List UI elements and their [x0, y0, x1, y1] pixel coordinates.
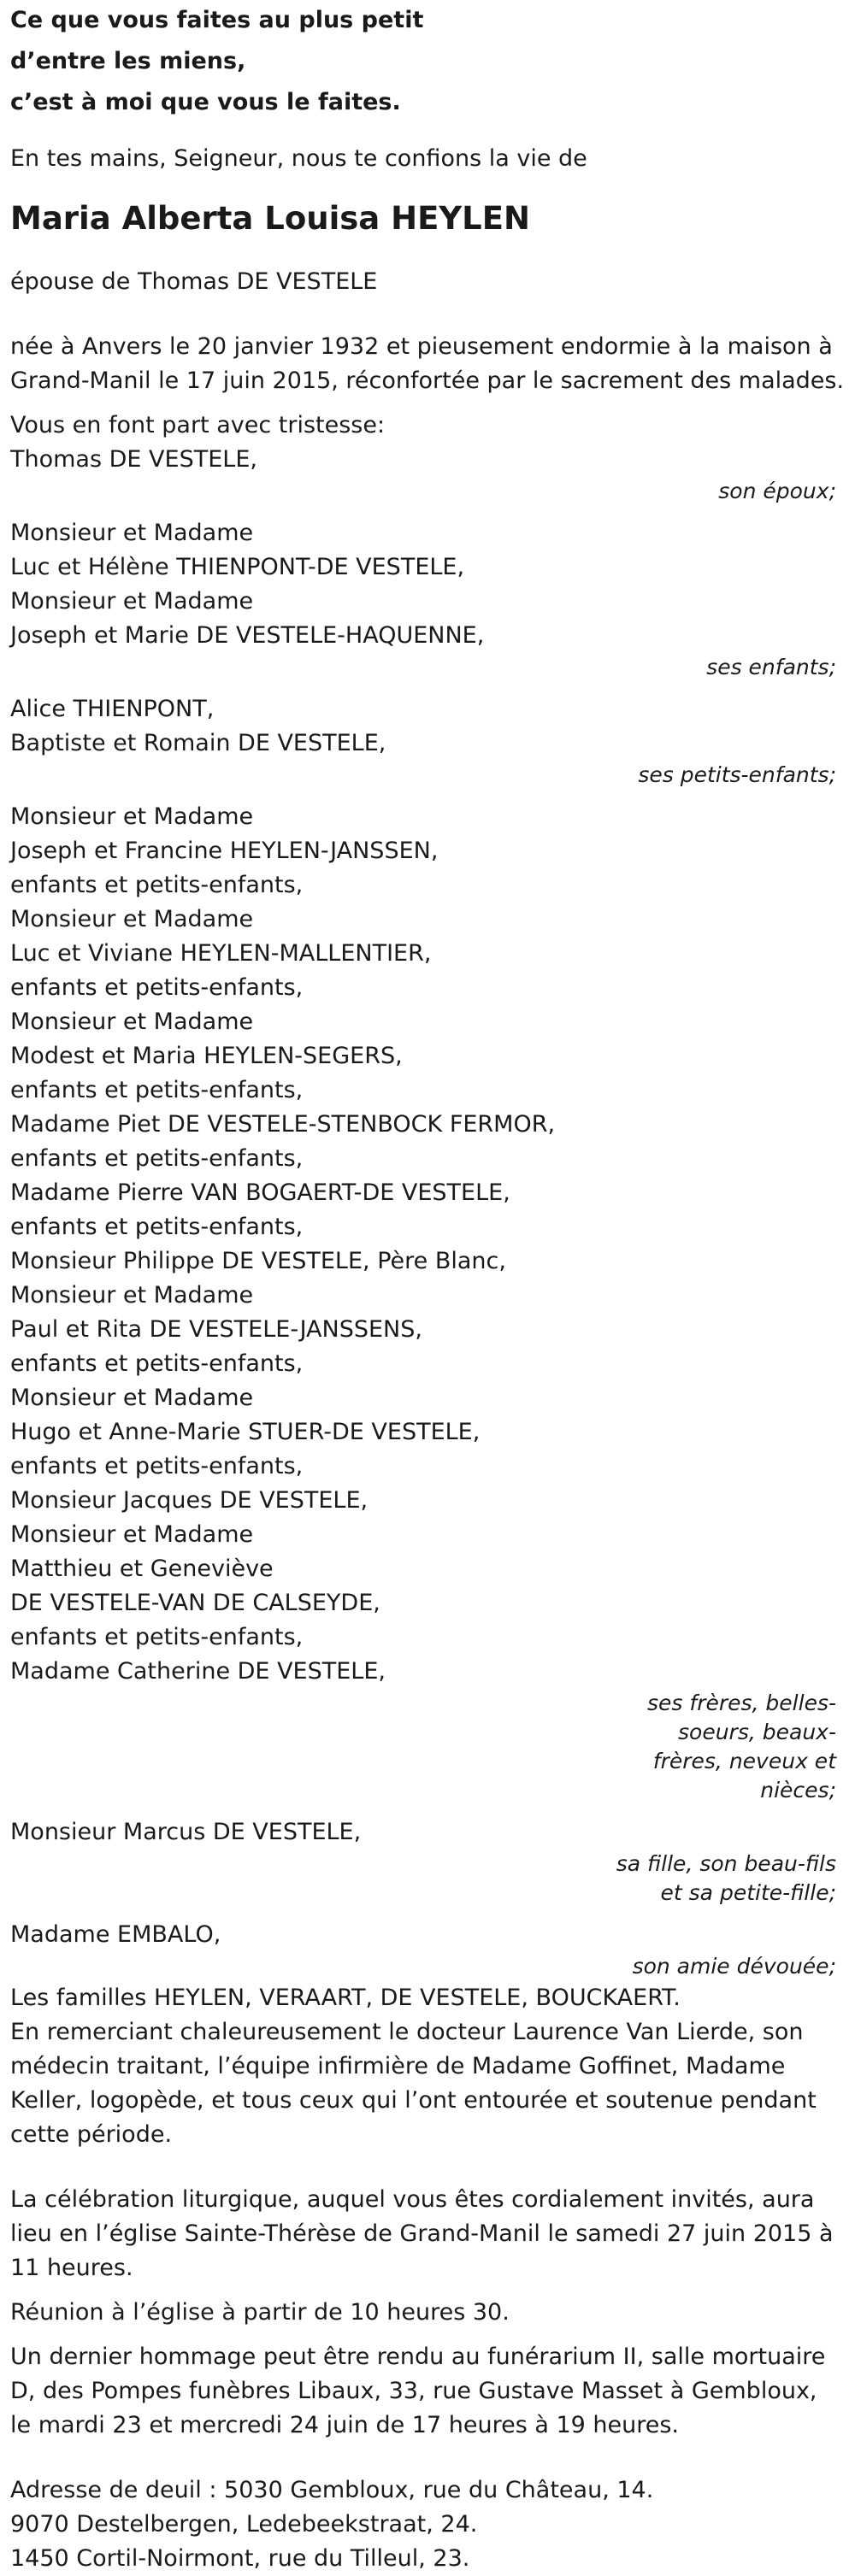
quote-line: c’est à moi que vous le faites.	[10, 89, 401, 115]
family-line: Matthieu et Geneviève	[10, 1556, 274, 1582]
family-line: Hugo et Anne-Marie STUER-DE VESTELE,	[10, 1419, 481, 1445]
family-line: Luc et Hélène THIENPONT-DE VESTELE,	[10, 554, 465, 580]
family-line: Monsieur et Madame	[10, 1282, 254, 1309]
relation-label	[10, 1850, 845, 1908]
celebration-text: La célébration liturgique, auquel vous êtes cordialement invités, aura lieu en l’église Sainte-Thérèse de Grand-Manil le samedi 27 juin 2015 à 11 heures.	[10, 2186, 834, 2281]
family-line: Thomas DE VESTELE,	[10, 446, 257, 473]
family-line: enfants et petits-enfants,	[10, 1214, 304, 1240]
family-line: Madame Piet DE VESTELE-STENBOCK FERMOR,	[10, 1111, 556, 1138]
meeting-text: Réunion à l’église à partir de 10 heures 30.	[10, 2299, 510, 2326]
family-line: Monsieur et Madame	[10, 803, 254, 830]
family-line: Monsieur et Madame	[10, 1521, 254, 1548]
relation-label: ses petits-enfants;	[638, 762, 836, 787]
family-line: enfants et petits-enfants,	[10, 1350, 304, 1377]
family-group-spouse	[10, 443, 845, 506]
family-line: enfants et petits-enfants,	[10, 1453, 304, 1479]
quote-line: d’entre les miens,	[10, 48, 246, 74]
family-line: DE VESTELE-VAN DE CALSEYDE,	[10, 1590, 380, 1616]
family-line: Madame EMBALO,	[10, 1921, 221, 1948]
quote-line: Ce que vous faites au plus petit	[10, 7, 424, 33]
family-line: Monsieur et Madame	[10, 1385, 254, 1411]
family-line: Baptiste et Romain DE VESTELE,	[10, 730, 386, 756]
mourning-addresses	[10, 2473, 845, 2576]
intro-text: En tes mains, Seigneur, nous te confions la vie de	[10, 145, 587, 172]
family-line: Monsieur et Madame	[10, 1009, 254, 1035]
family-line: enfants et petits-enfants,	[10, 1624, 304, 1650]
family-group-grandchildren	[10, 692, 845, 790]
tribute-text: Un dernier hommage peut être rendu au funérarium II, salle mortuaire D, des Pompes funèbres Libaux, 33, rue Gustave Masset à Gembloux, le mardi 23 et mercredi 24 juin de 17 heures à 19 heures.	[10, 2344, 826, 2438]
family-line: Monsieur Marcus DE VESTELE,	[10, 1819, 362, 1845]
family-line: Monsieur Jacques DE VESTELE,	[10, 1487, 369, 1514]
address-line: 1450 Cortil-Noirmont, rue du Tilleul, 23.	[10, 2545, 470, 2572]
families-text: Les familles HEYLEN, VERAART, DE VESTELE, BOUCKAERT.	[10, 1985, 681, 2011]
relation-label	[10, 1689, 845, 1805]
birth-death-text: née à Anvers le 20 janvier 1932 et pieusement endormie à la maison à Grand-Manil le 17 juin 2015, réconfortée par le sacrement des malades.	[10, 333, 845, 394]
family-line: Monsieur et Madame	[10, 906, 254, 932]
family-group-children	[10, 516, 845, 682]
family-line: Paul et Rita DE VESTELE-JANSSENS,	[10, 1316, 422, 1343]
family-line: Joseph et Marie DE VESTELE-HAQUENNE,	[10, 622, 485, 649]
relation-label-text: sa fille, son beau-fils et sa petite-fille;	[616, 1851, 836, 1905]
address-line: 9070 Destelbergen, Ledebeekstraat, 24.	[10, 2511, 478, 2538]
family-line: Alice THIENPONT,	[10, 696, 215, 722]
family-group-siblings	[10, 800, 845, 1805]
relation-label: son amie dévouée;	[632, 1954, 836, 1979]
announce-text: Vous en font part avec tristesse:	[10, 412, 386, 438]
family-line: Monsieur Philippe DE VESTELE, Père Blanc,	[10, 1248, 506, 1274]
siblings-lines	[10, 800, 845, 1689]
relation-label: son époux;	[718, 479, 836, 503]
family-line: Joseph et Francine HEYLEN-JANSSEN,	[10, 838, 439, 864]
relation-label-text: ses frères, belles-soeurs, beaux-frères, neveux et nièces;	[647, 1691, 836, 1803]
family-line: Monsieur et Madame	[10, 588, 254, 615]
relation-label: ses enfants;	[706, 655, 836, 679]
family-line: Luc et Viviane HEYLEN-MALLENTIER,	[10, 940, 432, 967]
family-line: Modest et Maria HEYLEN-SEGERS,	[10, 1043, 403, 1069]
family-group-friend	[10, 1918, 845, 1981]
family-line: Madame Pierre VAN BOGAERT-DE VESTELE,	[10, 1179, 510, 1206]
spouse-text: épouse de Thomas DE VESTELE	[10, 268, 378, 295]
address-line: Adresse de deuil : 5030 Gembloux, rue du Château, 14.	[10, 2477, 654, 2503]
family-line: enfants et petits-enfants,	[10, 872, 304, 898]
thanks-text: En remerciant chaleureusement le docteur Laurence Van Lierde, son médecin traitant, l’équipe infirmière de Madame Goffinet, Madame Keller, logopède, et tous ceux qui l’ont entourée et soutenue pendant cette période.	[10, 2019, 817, 2148]
scripture-quote	[10, 0, 845, 123]
family-line: enfants et petits-enfants,	[10, 1145, 304, 1172]
family-line: enfants et petits-enfants,	[10, 974, 304, 1001]
family-line: Madame Catherine DE VESTELE,	[10, 1658, 386, 1685]
deceased-name: Maria Alberta Louisa HEYLEN	[10, 200, 530, 237]
family-line: enfants et petits-enfants,	[10, 1077, 304, 1103]
family-group-daughter	[10, 1815, 845, 1908]
family-line: Monsieur et Madame	[10, 520, 254, 546]
